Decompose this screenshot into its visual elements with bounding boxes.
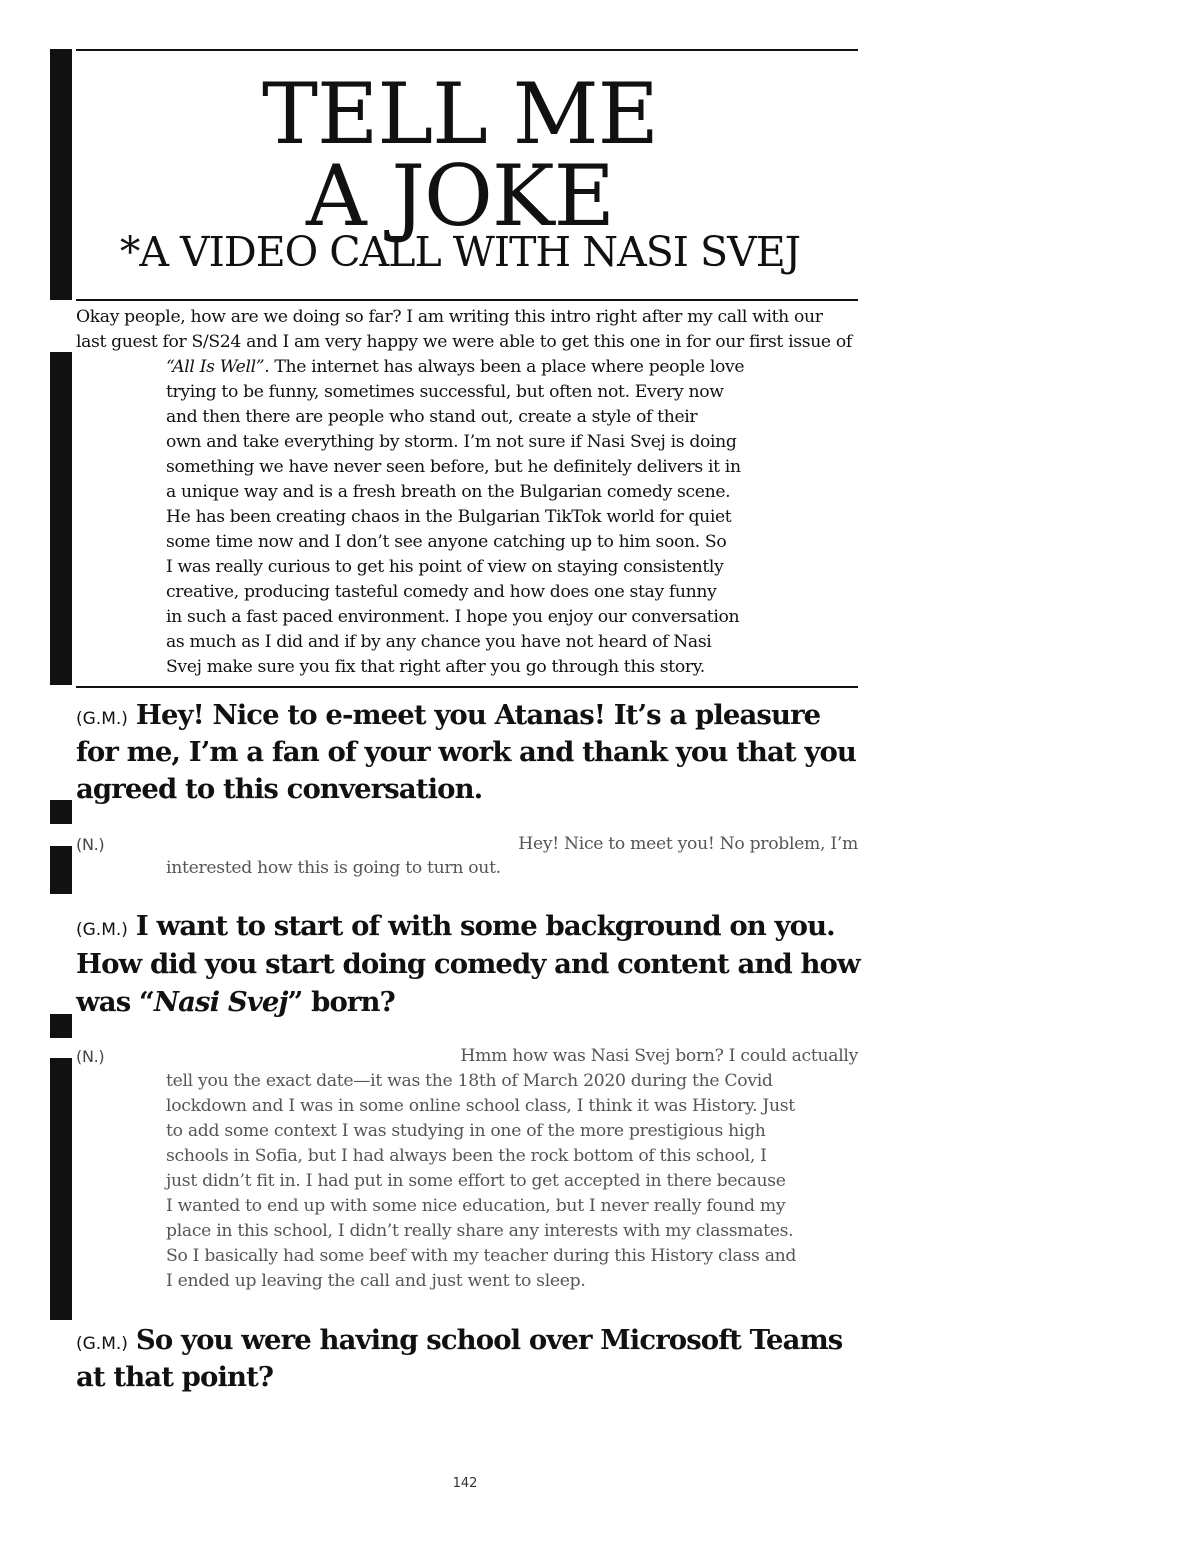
answer-1: interested how this is going to turn out. [166,858,501,878]
intro-line: own and take everything by storm. I’m not sure if Nasi Svej is doing [166,432,737,452]
question-marker-bar [50,800,72,824]
intro-line: some time now and I don’t see anyone catching up to him soon. So [166,532,727,552]
answer-1: Hey! Nice to meet you! No problem, I’m [518,834,858,854]
intro-line: and then there are people who stand out, create a style of their [166,407,698,427]
intro-line: Svej make sure you fix that right after you go through this story. [166,657,705,677]
speaker-tag: (G.M.) [76,709,128,729]
intro-line: trying to be funny, sometimes successful, but often not. Every now [166,382,724,402]
question-3: at that point? [76,1361,274,1393]
page-number: 142 [452,1476,478,1491]
intro-line: I was really curious to get his point of view on staying consistently [166,557,724,577]
intro-line: as much as I did and if by any chance you have not heard of Nasi [166,632,712,652]
headline-subtitle: *A VIDEO CALL WITH NASI SVEJ [119,228,801,276]
speaker-tag: (G.M.) [76,1334,128,1354]
speaker-tag: (N.) [76,835,105,854]
intro-line: in such a fast paced environment. I hope you enjoy our conversation [166,607,740,627]
answer-2: place in this school, I didn’t really share any interests with my classmates. [166,1221,794,1241]
question-2: (G.M.) I want to start of with some background on you. [76,910,835,942]
headline-line-1: TELL ME [262,65,658,163]
question-1: agreed to this conversation. [76,773,483,805]
intro-line: He has been creating chaos in the Bulgarian TikTok world for quiet [166,507,732,527]
question-1: (G.M.) Hey! Nice to e-meet you Atanas! It’s a pleasure [76,699,821,731]
answer-2: I ended up leaving the call and just went to sleep. [166,1271,586,1291]
answer-2: So I basically had some beef with my teacher during this History class and [166,1246,797,1266]
issue-name: “All Is Well” [166,357,265,377]
intro-side-bar [50,352,72,685]
answer-2: I wanted to end up with some nice education, but I never really found my [166,1196,786,1216]
intro-top-rule [76,299,858,301]
intro-line: a unique way and is a fresh breath on the Bulgarian comedy scene. [166,482,731,502]
intro-bottom-rule [76,686,858,688]
speaker-tag: (G.M.) [76,920,128,940]
question-2: was “Nasi Svej” born? [76,986,395,1018]
answer-2: schools in Sofia, but I had always been the rock bottom of this school, I [166,1146,767,1166]
top-rule [76,49,858,51]
question-2: How did you start doing comedy and content and how [76,948,860,980]
intro-line: creative, producing tasteful comedy and how does one stay funny [166,582,717,602]
answer-side-bar [50,846,72,894]
answer-side-bar [50,1058,72,1320]
question-1: for me, I’m a fan of your work and thank you that you [76,736,856,768]
answer-2: to add some context I was studying in one of the more prestigious high [166,1121,766,1141]
intro-line: last guest for S/S24 and I am very happy we were able to get this one in for our first issue of [76,332,852,352]
intro-line: “All Is Well”. The internet has always been a place where people love [166,357,745,377]
speaker-tag: (N.) [76,1047,105,1066]
answer-2: tell you the exact date—it was the 18th of March 2020 during the Covid [166,1071,773,1091]
question-marker-bar [50,1014,72,1038]
answer-2: lockdown and I was in some online school class, I think it was History. Just [166,1096,795,1116]
answer-2: just didn’t fit in. I had put in some effort to get accepted in there because [166,1171,786,1191]
question-3: (G.M.) So you were having school over Microsoft Teams [76,1324,843,1356]
answer-2: Hmm how was Nasi Svej born? I could actually [460,1046,858,1066]
headline-line-2: A JOKE [306,147,614,245]
intro-line: Okay people, how are we doing so far? I am writing this intro right after my call with our [76,307,823,327]
intro-line: something we have never seen before, but he definitely delivers it in [166,457,741,477]
